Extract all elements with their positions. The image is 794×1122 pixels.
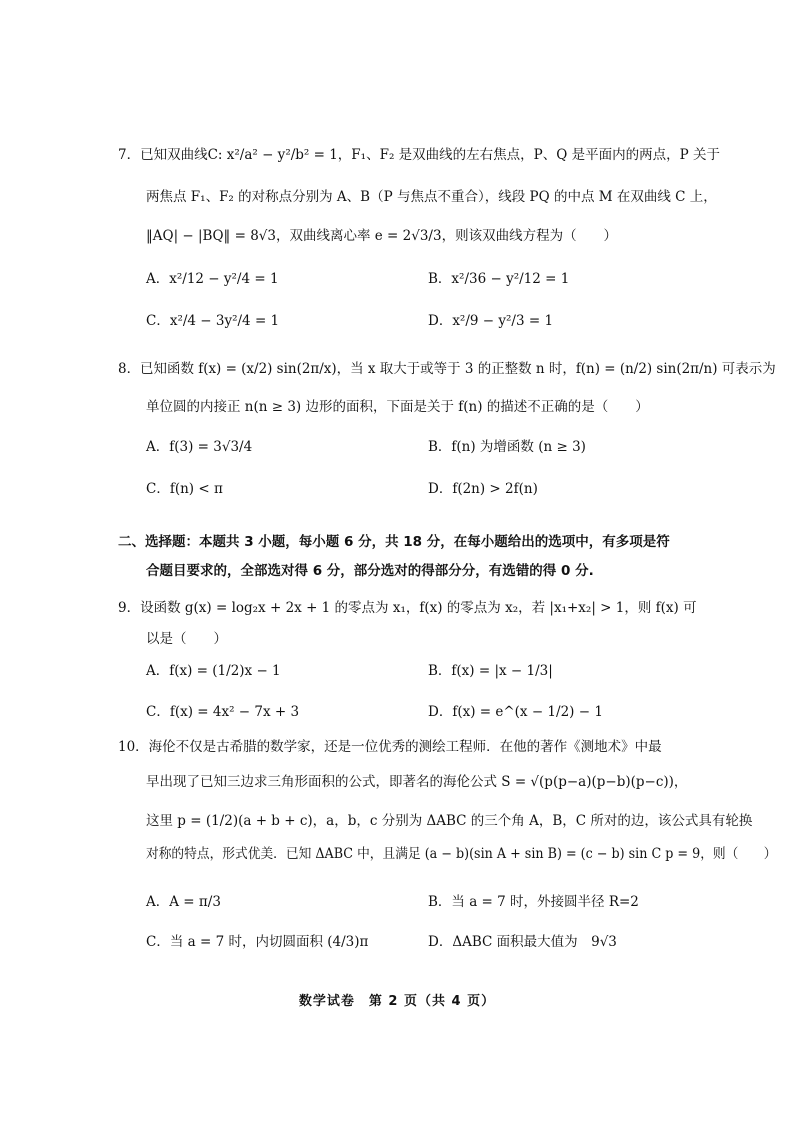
q10-option-c: C．当 a = 7 时，内切圆面积 (4/3)π	[146, 934, 369, 950]
q10-option-a: A．A = π/3	[146, 894, 221, 910]
q9-option-b: B．f(x) = |x − 1/3|	[428, 663, 553, 679]
q10-line-2: 早出现了已知三边求三角形面积的公式，即著名的海伦公式 S = √(p(p−a)(p−b)(p−c))，	[146, 774, 688, 790]
q10-line-3: 这里 p = (1/2)(a + b + c)，a，b，c 分别为 ΔABC 的三个角 A，B，C 所对的边，该公式具有轮换	[146, 813, 753, 829]
q8-line-1: 8．已知函数 f(x) = (x/2) sin(2π/x)，当 x 取大于或等于 3 的正整数 n 时，f(n) = (n/2) sin(2π/n) 可表示为	[118, 361, 776, 377]
q10-line-1: 10．海伦不仅是古希腊的数学家，还是一位优秀的测绘工程师．在他的著作《测地术》中最	[118, 739, 662, 755]
q9-option-a: A．f(x) = (1/2)x − 1	[146, 663, 281, 679]
q9-option-c: C．f(x) = 4x² − 7x + 3	[146, 704, 300, 720]
section-2-line-1: 二、选择题：本题共 3 小题，每小题 6 分，共 18 分，在每小题给出的选项中，有多项是符	[118, 534, 670, 550]
q7-line-3: ‖AQ| − |BQ‖ = 8√3，双曲线离心率 e = 2√3/3，则该双曲线方程为（ ）	[146, 228, 618, 244]
q9-line-1: 9．设函数 g(x) = log₂x + 2x + 1 的零点为 x₁，f(x) 的零点为 x₂，若 |x₁+x₂| > 1，则 f(x) 可	[118, 600, 697, 616]
page-footer: 数学试卷 第 2 页（共 4 页）	[298, 994, 496, 1009]
q7-line-2: 两焦点 F₁、F₂ 的对称点分别为 A、B（P 与焦点不重合），线段 PQ 的中点 M 在双曲线 C 上，	[146, 189, 717, 205]
q7-option-b: B．x²/36 − y²/12 = 1	[428, 271, 570, 287]
q7-option-d: D．x²/9 − y²/3 = 1	[428, 313, 554, 329]
q8-option-d: D．f(2n) > 2f(n)	[428, 481, 538, 497]
q10-option-d: D．ΔABC 面积最大值为 9√3	[428, 934, 617, 950]
section-2-line-2: 合题目要求的，全部选对得 6 分，部分选对的得部分分，有选错的得 0 分.	[146, 563, 594, 579]
q7-option-a: A．x²/12 − y²/4 = 1	[146, 271, 279, 287]
q10-line-4: 对称的特点，形式优美．已知 ΔABC 中，且满足 (a − b)(sin A + sin B) = (c − b) sin C p = 9，则（ ）	[146, 846, 777, 862]
q7-line-1: 7．已知双曲线C: x²/a² − y²/b² = 1，F₁、F₂ 是双曲线的左右焦点，P、Q 是平面内的两点，P 关于	[118, 147, 720, 163]
q7-option-c: C．x²/4 − 3y²/4 = 1	[146, 313, 280, 329]
q10-option-b: B．当 a = 7 时，外接圆半径 R=2	[428, 894, 639, 910]
q9-option-d: D．f(x) = e^(x − 1/2) − 1	[428, 704, 603, 720]
q8-option-a: A．f(3) = 3√3/4	[146, 439, 253, 455]
q8-option-c: C．f(n) < π	[146, 481, 223, 497]
q9-line-2: 以是（ ）	[146, 631, 227, 647]
q8-option-b: B．f(n) 为增函数 (n ≥ 3)	[428, 439, 586, 455]
q8-line-2: 单位圆的内接正 n(n ≥ 3) 边形的面积，下面是关于 f(n) 的描述不正确的是（ ）	[146, 399, 649, 415]
